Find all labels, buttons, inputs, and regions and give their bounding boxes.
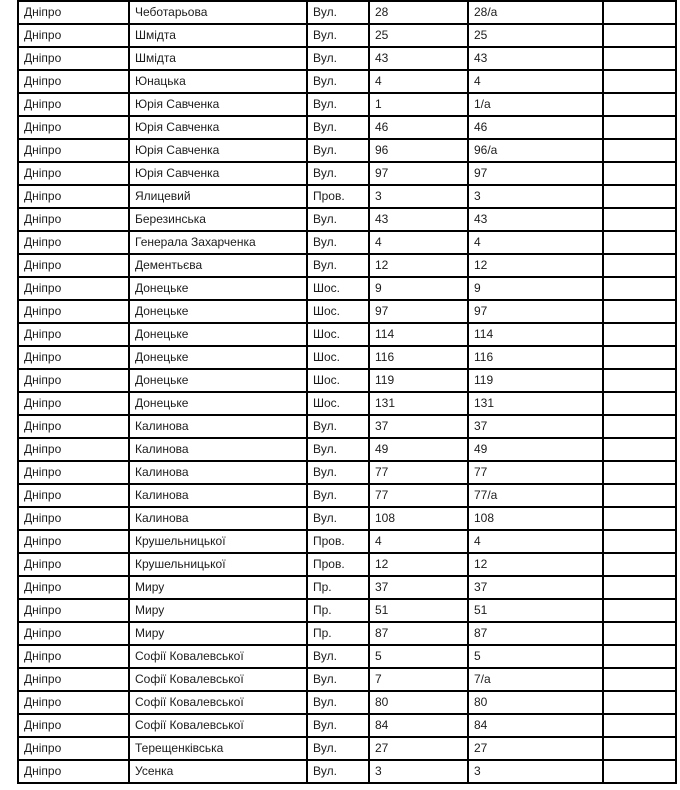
cell-extra xyxy=(603,70,676,93)
cell-building-number-alt: 27 xyxy=(468,737,603,760)
cell-extra xyxy=(603,208,676,231)
table-row xyxy=(18,231,676,254)
cell-city: Дніпро xyxy=(18,208,129,231)
cell-street-type: Вул. xyxy=(307,737,369,760)
cell-building-number: 114 xyxy=(369,323,468,346)
cell-building-number-alt: 84 xyxy=(468,714,603,737)
cell-building-number: 97 xyxy=(369,162,468,185)
cell-street: Ялицевий xyxy=(129,185,307,208)
cell-building-number-alt: 1/а xyxy=(468,93,603,116)
cell-extra xyxy=(603,622,676,645)
cell-extra xyxy=(603,760,676,783)
cell-building-number: 12 xyxy=(369,553,468,576)
cell-extra xyxy=(603,47,676,70)
address-table xyxy=(17,0,677,784)
table-row xyxy=(18,93,676,116)
cell-building-number: 1 xyxy=(369,93,468,116)
cell-building-number-alt: 12 xyxy=(468,254,603,277)
cell-street-type: Вул. xyxy=(307,691,369,714)
cell-extra xyxy=(603,300,676,323)
cell-building-number-alt: 97 xyxy=(468,162,603,185)
cell-street-type: Вул. xyxy=(307,24,369,47)
cell-street: Терещенківська xyxy=(129,737,307,760)
cell-street: Шмідта xyxy=(129,47,307,70)
cell-street-type: Вул. xyxy=(307,760,369,783)
cell-city: Дніпро xyxy=(18,599,129,622)
cell-city: Дніпро xyxy=(18,530,129,553)
cell-street-type: Вул. xyxy=(307,254,369,277)
table-row xyxy=(18,139,676,162)
cell-street-type: Вул. xyxy=(307,116,369,139)
cell-street: Калинова xyxy=(129,484,307,507)
cell-city: Дніпро xyxy=(18,392,129,415)
table-row xyxy=(18,737,676,760)
cell-building-number: 46 xyxy=(369,116,468,139)
cell-city: Дніпро xyxy=(18,277,129,300)
cell-extra xyxy=(603,530,676,553)
cell-street: Юрія Савченка xyxy=(129,139,307,162)
cell-building-number: 7 xyxy=(369,668,468,691)
cell-extra xyxy=(603,392,676,415)
cell-building-number-alt: 49 xyxy=(468,438,603,461)
cell-building-number-alt: 114 xyxy=(468,323,603,346)
cell-street: Калинова xyxy=(129,507,307,530)
cell-building-number-alt: 3 xyxy=(468,185,603,208)
cell-building-number: 43 xyxy=(369,47,468,70)
cell-city: Дніпро xyxy=(18,1,129,24)
cell-street: Шмідта xyxy=(129,24,307,47)
cell-street-type: Шос. xyxy=(307,300,369,323)
cell-extra xyxy=(603,323,676,346)
cell-extra xyxy=(603,507,676,530)
cell-street-type: Вул. xyxy=(307,714,369,737)
cell-city: Дніпро xyxy=(18,116,129,139)
cell-building-number: 5 xyxy=(369,645,468,668)
cell-building-number-alt: 37 xyxy=(468,576,603,599)
cell-street-type: Пр. xyxy=(307,599,369,622)
cell-city: Дніпро xyxy=(18,760,129,783)
cell-building-number: 87 xyxy=(369,622,468,645)
cell-street: Донецьке xyxy=(129,300,307,323)
cell-street-type: Вул. xyxy=(307,1,369,24)
cell-building-number: 4 xyxy=(369,70,468,93)
cell-building-number: 131 xyxy=(369,392,468,415)
cell-street: Чеботарьова xyxy=(129,1,307,24)
cell-building-number: 9 xyxy=(369,277,468,300)
table-row xyxy=(18,47,676,70)
cell-building-number-alt: 46 xyxy=(468,116,603,139)
table-row xyxy=(18,668,676,691)
cell-street: Донецьке xyxy=(129,277,307,300)
cell-street-type: Шос. xyxy=(307,369,369,392)
cell-street: Юнацька xyxy=(129,70,307,93)
table-row xyxy=(18,254,676,277)
cell-extra xyxy=(603,1,676,24)
cell-city: Дніпро xyxy=(18,484,129,507)
cell-building-number: 43 xyxy=(369,208,468,231)
cell-building-number-alt: 3 xyxy=(468,760,603,783)
cell-extra xyxy=(603,668,676,691)
cell-building-number-alt: 43 xyxy=(468,47,603,70)
cell-building-number-alt: 37 xyxy=(468,415,603,438)
cell-city: Дніпро xyxy=(18,254,129,277)
cell-street: Донецьке xyxy=(129,392,307,415)
cell-city: Дніпро xyxy=(18,622,129,645)
cell-extra xyxy=(603,254,676,277)
cell-street-type: Вул. xyxy=(307,93,369,116)
cell-street-type: Вул. xyxy=(307,415,369,438)
cell-street: Софії Ковалевської xyxy=(129,691,307,714)
cell-street-type: Вул. xyxy=(307,461,369,484)
cell-extra xyxy=(603,231,676,254)
cell-building-number-alt: 4 xyxy=(468,530,603,553)
cell-extra xyxy=(603,438,676,461)
cell-building-number: 28 xyxy=(369,1,468,24)
cell-city: Дніпро xyxy=(18,438,129,461)
cell-street-type: Вул. xyxy=(307,438,369,461)
table-row xyxy=(18,576,676,599)
cell-building-number-alt: 7/а xyxy=(468,668,603,691)
cell-street: Миру xyxy=(129,576,307,599)
cell-building-number-alt: 87 xyxy=(468,622,603,645)
cell-city: Дніпро xyxy=(18,415,129,438)
address-table-body xyxy=(18,0,676,783)
cell-building-number-alt: 119 xyxy=(468,369,603,392)
cell-building-number-alt: 97 xyxy=(468,300,603,323)
cell-extra xyxy=(603,346,676,369)
cell-city: Дніпро xyxy=(18,461,129,484)
cell-building-number: 77 xyxy=(369,461,468,484)
table-row xyxy=(18,438,676,461)
table-row xyxy=(18,300,676,323)
cell-city: Дніпро xyxy=(18,139,129,162)
cell-building-number: 37 xyxy=(369,576,468,599)
cell-building-number: 3 xyxy=(369,760,468,783)
cell-street-type: Вул. xyxy=(307,208,369,231)
table-row xyxy=(18,392,676,415)
cell-street-type: Вул. xyxy=(307,668,369,691)
cell-city: Дніпро xyxy=(18,323,129,346)
table-row xyxy=(18,208,676,231)
cell-building-number: 119 xyxy=(369,369,468,392)
cell-building-number: 4 xyxy=(369,231,468,254)
cell-street-type: Шос. xyxy=(307,392,369,415)
table-row xyxy=(18,415,676,438)
table-row xyxy=(18,277,676,300)
cell-street-type: Пров. xyxy=(307,530,369,553)
cell-extra xyxy=(603,415,676,438)
cell-street: Усенка xyxy=(129,760,307,783)
cell-street-type: Вул. xyxy=(307,231,369,254)
cell-building-number-alt: 5 xyxy=(468,645,603,668)
cell-city: Дніпро xyxy=(18,162,129,185)
cell-city: Дніпро xyxy=(18,300,129,323)
cell-street-type: Вул. xyxy=(307,162,369,185)
cell-street: Миру xyxy=(129,599,307,622)
cell-extra xyxy=(603,714,676,737)
cell-building-number-alt: 96/а xyxy=(468,139,603,162)
table-row xyxy=(18,645,676,668)
cell-building-number: 12 xyxy=(369,254,468,277)
cell-building-number-alt: 108 xyxy=(468,507,603,530)
cell-street-type: Шос. xyxy=(307,277,369,300)
cell-street-type: Вул. xyxy=(307,507,369,530)
table-row xyxy=(18,346,676,369)
table-row xyxy=(18,553,676,576)
cell-street: Юрія Савченка xyxy=(129,116,307,139)
cell-street: Калинова xyxy=(129,461,307,484)
cell-street: Генерала Захарченка xyxy=(129,231,307,254)
cell-building-number: 97 xyxy=(369,300,468,323)
table-row xyxy=(18,24,676,47)
cell-city: Дніпро xyxy=(18,576,129,599)
cell-street-type: Вул. xyxy=(307,484,369,507)
cell-city: Дніпро xyxy=(18,645,129,668)
cell-extra xyxy=(603,553,676,576)
cell-street-type: Вул. xyxy=(307,139,369,162)
table-row xyxy=(18,714,676,737)
cell-building-number: 27 xyxy=(369,737,468,760)
table-row xyxy=(18,484,676,507)
cell-building-number: 84 xyxy=(369,714,468,737)
cell-street: Юрія Савченка xyxy=(129,93,307,116)
cell-building-number: 25 xyxy=(369,24,468,47)
cell-building-number: 77 xyxy=(369,484,468,507)
cell-extra xyxy=(603,691,676,714)
cell-street-type: Вул. xyxy=(307,645,369,668)
cell-building-number-alt: 43 xyxy=(468,208,603,231)
cell-street: Крушельницької xyxy=(129,530,307,553)
cell-city: Дніпро xyxy=(18,369,129,392)
table-row xyxy=(18,461,676,484)
cell-building-number-alt: 116 xyxy=(468,346,603,369)
cell-city: Дніпро xyxy=(18,714,129,737)
cell-street: Калинова xyxy=(129,415,307,438)
cell-city: Дніпро xyxy=(18,346,129,369)
cell-extra xyxy=(603,369,676,392)
table-row xyxy=(18,599,676,622)
cell-building-number: 3 xyxy=(369,185,468,208)
cell-extra xyxy=(603,93,676,116)
cell-street-type: Шос. xyxy=(307,346,369,369)
cell-extra xyxy=(603,645,676,668)
cell-city: Дніпро xyxy=(18,737,129,760)
cell-street-type: Пров. xyxy=(307,185,369,208)
cell-city: Дніпро xyxy=(18,668,129,691)
cell-city: Дніпро xyxy=(18,24,129,47)
cell-extra xyxy=(603,185,676,208)
table-row xyxy=(18,323,676,346)
cell-building-number-alt: 4 xyxy=(468,231,603,254)
cell-street-type: Вул. xyxy=(307,47,369,70)
cell-building-number-alt: 9 xyxy=(468,277,603,300)
cell-building-number: 37 xyxy=(369,415,468,438)
cell-building-number: 51 xyxy=(369,599,468,622)
cell-street-type: Вул. xyxy=(307,70,369,93)
cell-building-number: 4 xyxy=(369,530,468,553)
cell-street: Крушельницької xyxy=(129,553,307,576)
table-row xyxy=(18,691,676,714)
cell-street: Донецьке xyxy=(129,369,307,392)
cell-city: Дніпро xyxy=(18,185,129,208)
table-row xyxy=(18,369,676,392)
cell-street: Дементьєва xyxy=(129,254,307,277)
cell-street-type: Пр. xyxy=(307,576,369,599)
table-row xyxy=(18,185,676,208)
cell-extra xyxy=(603,599,676,622)
table-row xyxy=(18,760,676,783)
cell-city: Дніпро xyxy=(18,47,129,70)
cell-city: Дніпро xyxy=(18,691,129,714)
cell-city: Дніпро xyxy=(18,553,129,576)
cell-extra xyxy=(603,162,676,185)
cell-extra xyxy=(603,737,676,760)
cell-building-number: 80 xyxy=(369,691,468,714)
cell-extra xyxy=(603,576,676,599)
cell-extra xyxy=(603,116,676,139)
table-row xyxy=(18,507,676,530)
cell-extra xyxy=(603,24,676,47)
cell-building-number-alt: 77 xyxy=(468,461,603,484)
cell-street-type: Пров. xyxy=(307,553,369,576)
cell-extra xyxy=(603,461,676,484)
cell-building-number-alt: 4 xyxy=(468,70,603,93)
cell-street: Донецьке xyxy=(129,323,307,346)
cell-building-number-alt: 12 xyxy=(468,553,603,576)
cell-city: Дніпро xyxy=(18,93,129,116)
cell-building-number: 108 xyxy=(369,507,468,530)
table-row xyxy=(18,622,676,645)
cell-building-number: 96 xyxy=(369,139,468,162)
cell-city: Дніпро xyxy=(18,231,129,254)
cell-street-type: Шос. xyxy=(307,323,369,346)
cell-street: Березинська xyxy=(129,208,307,231)
cell-street: Миру xyxy=(129,622,307,645)
cell-street-type: Пр. xyxy=(307,622,369,645)
cell-extra xyxy=(603,277,676,300)
cell-extra xyxy=(603,139,676,162)
cell-street: Софії Ковалевської xyxy=(129,714,307,737)
cell-building-number: 49 xyxy=(369,438,468,461)
cell-street: Софії Ковалевської xyxy=(129,645,307,668)
table-row xyxy=(18,162,676,185)
cell-street: Софії Ковалевської xyxy=(129,668,307,691)
cell-street: Калинова xyxy=(129,438,307,461)
cell-building-number-alt: 80 xyxy=(468,691,603,714)
cell-building-number-alt: 131 xyxy=(468,392,603,415)
cell-building-number-alt: 25 xyxy=(468,24,603,47)
cell-building-number-alt: 28/а xyxy=(468,1,603,24)
cell-extra xyxy=(603,484,676,507)
table-row xyxy=(18,1,676,24)
cell-city: Дніпро xyxy=(18,70,129,93)
cell-street: Донецьке xyxy=(129,346,307,369)
table-row xyxy=(18,116,676,139)
table-row xyxy=(18,70,676,93)
table-row xyxy=(18,530,676,553)
cell-building-number-alt: 77/а xyxy=(468,484,603,507)
cell-street: Юрія Савченка xyxy=(129,162,307,185)
cell-building-number-alt: 51 xyxy=(468,599,603,622)
cell-city: Дніпро xyxy=(18,507,129,530)
cell-building-number: 116 xyxy=(369,346,468,369)
